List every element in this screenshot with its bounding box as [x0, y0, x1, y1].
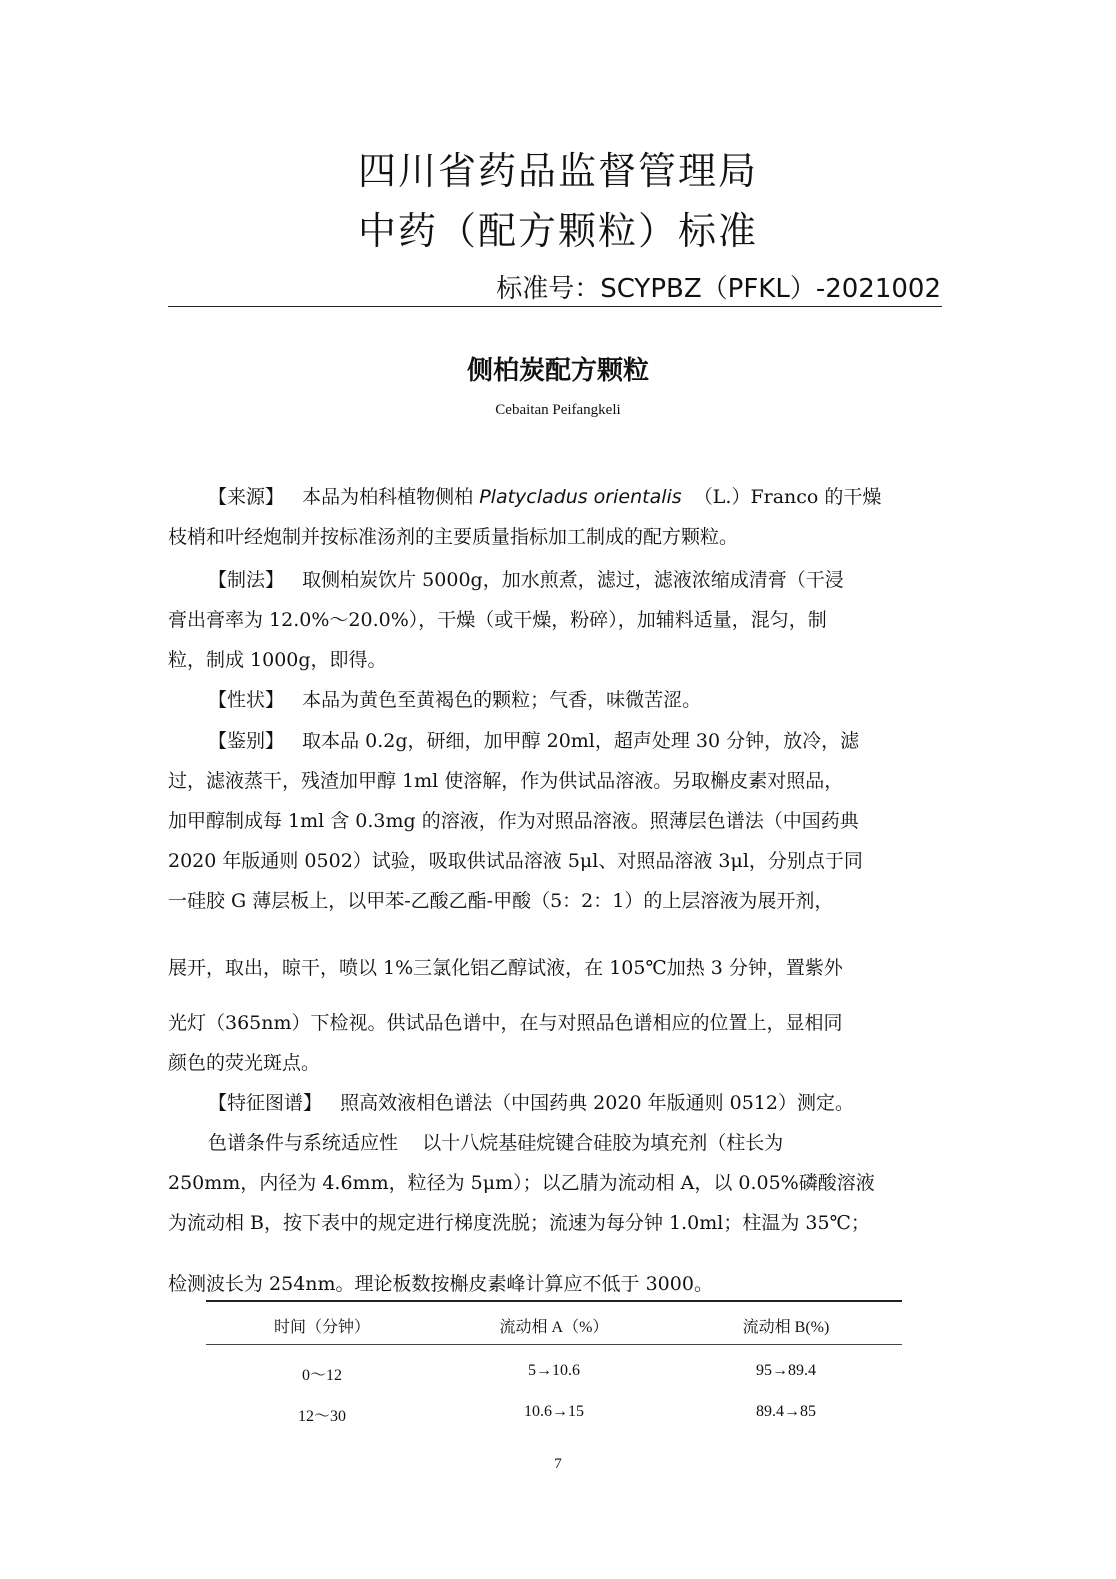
prep-text-3: 粒，制成 1000g，即得。: [168, 649, 387, 671]
char-text: 本品为黄色至黄褐色的颗粒；气香，味微苦涩。: [302, 689, 702, 711]
section-preparation: [168, 560, 942, 680]
agency-title: 四川省药品监督管理局: [357, 149, 758, 193]
source-text-1a: 本品为柏科植物侧柏: [302, 486, 474, 508]
table-header-cell: 流动相 A（%）: [499, 1319, 609, 1336]
section-identification-cont2: [168, 1003, 942, 1083]
table-header-cell: 时间（分钟）: [273, 1319, 370, 1336]
ident-text-8: 颜色的荧光斑点。: [168, 1052, 321, 1074]
section-identification-cont: [168, 948, 942, 988]
table-cell: 95→89.4: [756, 1362, 816, 1379]
standard-number: 标准号：SCYPBZ（PFKL）-2021002: [496, 274, 941, 304]
ident-text-7: 光灯（365nm）下检视。供试品色谱中，在与对照品色谱相应的位置上，显相同: [168, 1012, 843, 1034]
source-latin-name: Platycladus orientalis: [479, 486, 682, 508]
section-identification: [168, 721, 942, 921]
fingerprint-text: 照高效液相色谱法（中国药典 2020 年版通则 0512）测定。: [340, 1092, 854, 1114]
source-text-2: 枝梢和叶经炮制并按标准汤剂的主要质量指标加工制成的配方颗粒。: [168, 526, 739, 548]
conditions-text-1: 以十八烷基硅烷键合硅胶为填充剂（柱长为: [422, 1132, 784, 1154]
section-characteristics: [168, 680, 942, 720]
table-cell: 89.4→85: [756, 1403, 816, 1420]
ident-text-3: 加甲醇制成每 1ml 含 0.3mg 的溶液，作为对照品溶液。照薄层色谱法（中国药典: [168, 810, 859, 832]
prep-text-1: 取侧柏炭饮片 5000g，加水煎煮，滤过，滤液浓缩成清膏（干浸: [302, 569, 844, 591]
conditions-text-2: 250mm，内径为 4.6mm，粒径为 5μm）；以乙腈为流动相 A，以 0.05%磷酸溶液: [168, 1172, 875, 1194]
section-fingerprint: [168, 1083, 942, 1243]
document-subtitle: Cebaitan Peifangkeli: [495, 402, 621, 418]
ident-text-4: 2020 年版通则 0502）试验，吸取供试品溶液 5μl、对照品溶液 3μl，分别点于同: [168, 850, 863, 872]
source-label: 【来源】: [208, 486, 285, 508]
ident-text-2: 过，滤液蒸干，残渣加甲醇 1ml 使溶解，作为供试品溶液。另取槲皮素对照品，: [168, 770, 844, 792]
fingerprint-label: 【特征图谱】: [208, 1092, 323, 1114]
standard-type-title: 中药（配方颗粒）标准: [357, 209, 758, 253]
table-cell: 5→10.6: [528, 1362, 580, 1379]
ident-text-5: 一硅胶 G 薄层板上，以甲苯-乙酸乙酯-甲酸（5：2：1）的上层溶液为展开剂，: [168, 890, 834, 912]
table-cell: 0～12: [301, 1367, 342, 1384]
table-cell: 10.6→15: [524, 1403, 584, 1420]
page-number: 7: [554, 1456, 562, 1472]
source-text-1b: （L.）Franco 的干燥: [693, 486, 882, 508]
table-row: [206, 1362, 902, 1385]
table-cell: 12～30: [297, 1408, 346, 1425]
table-row: [206, 1403, 902, 1426]
prep-label: 【制法】: [208, 569, 285, 591]
table-header-cell: 流动相 B(%): [742, 1319, 830, 1336]
section-conditions-cont: [168, 1264, 942, 1304]
conditions-text-4: 检测波长为 254nm。理论板数按槲皮素峰计算应不低于 3000。: [168, 1273, 713, 1295]
document-title: 侧柏炭配方颗粒: [466, 356, 649, 386]
conditions-label: 色谱条件与系统适应性: [208, 1132, 399, 1154]
conditions-text-3: 为流动相 B，按下表中的规定进行梯度洗脱；流速为每分钟 1.0ml；柱温为 35℃；: [168, 1212, 870, 1234]
header-rule: [168, 306, 942, 307]
char-label: 【性状】: [208, 689, 285, 711]
prep-text-2: 膏出膏率为 12.0%～20.0%），干燥（或干燥，粉碎），加辅料适量，混匀，制: [168, 609, 827, 631]
table-header-rule: [206, 1344, 902, 1345]
ident-label: 【鉴别】: [208, 730, 285, 752]
ident-text-6: 展开，取出，晾干，喷以 1%三氯化铝乙醇试液，在 105℃加热 3 分钟，置紫外: [168, 957, 843, 979]
section-source: [168, 477, 942, 557]
table-header-row: [206, 1314, 902, 1337]
table-top-rule: [206, 1300, 902, 1302]
ident-text-1: 取本品 0.2g，研细，加甲醇 20ml，超声处理 30 分钟，放冷，滤: [302, 730, 860, 752]
